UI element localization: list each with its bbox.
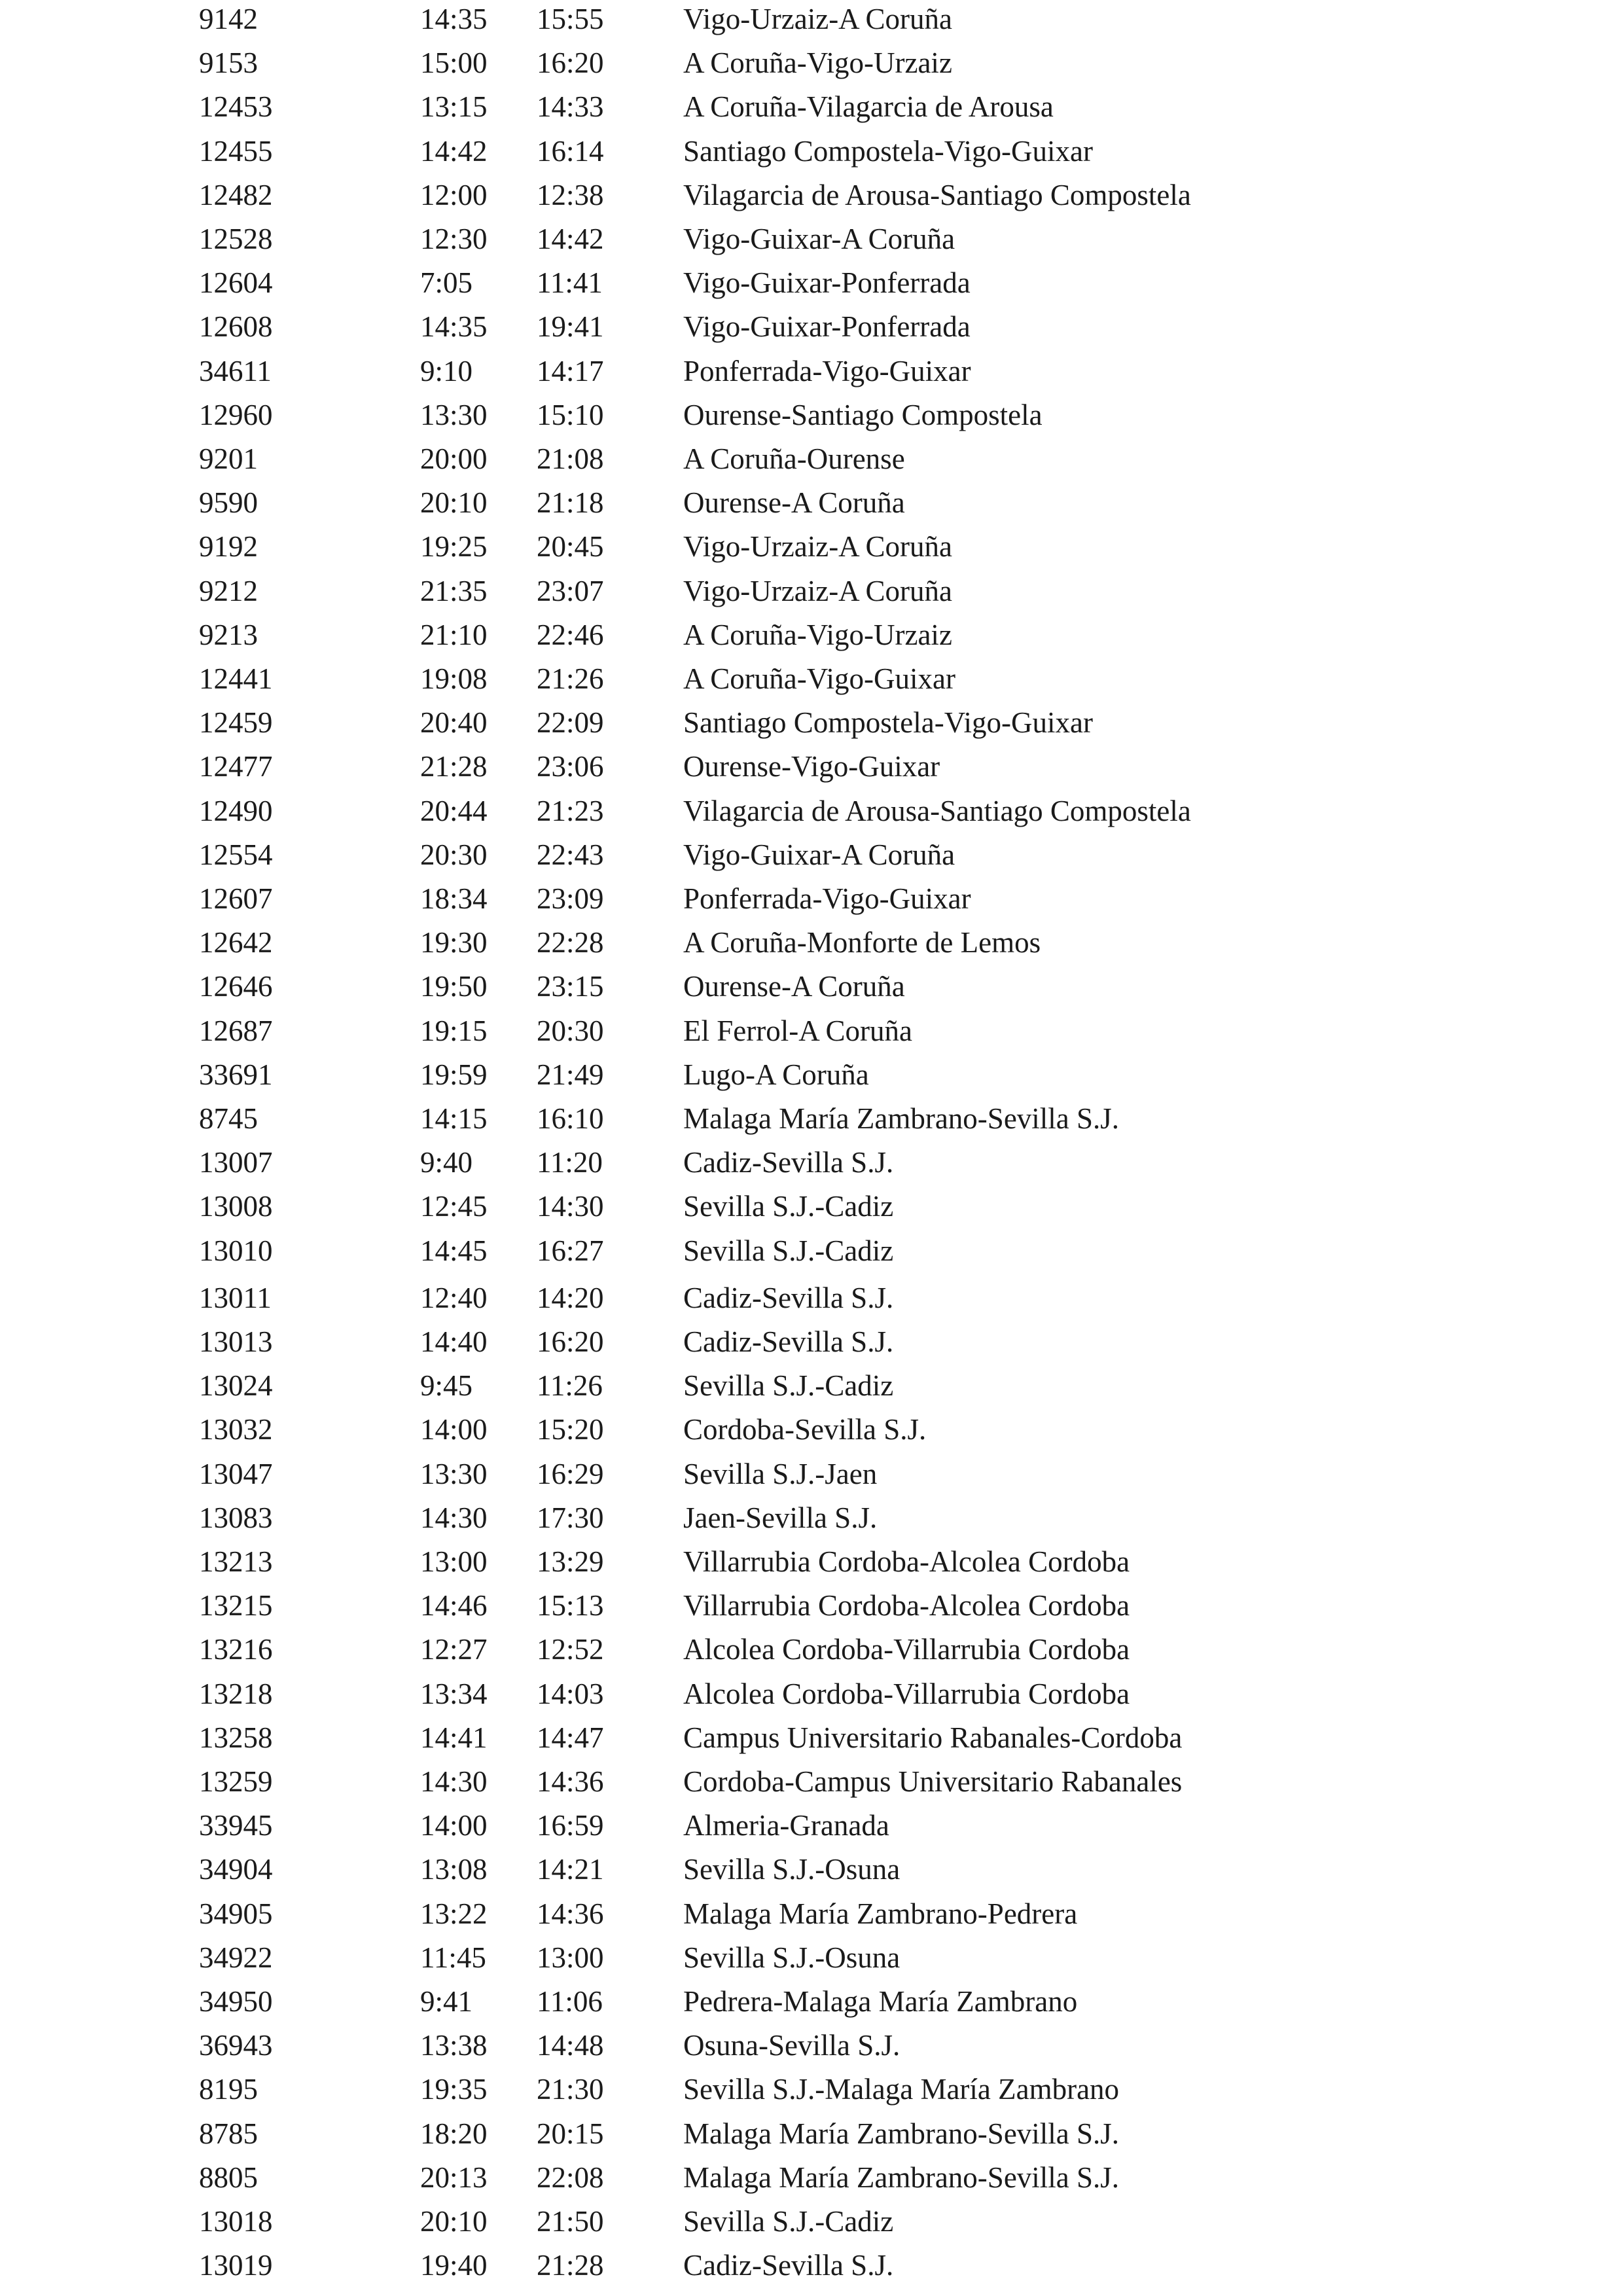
train-number-cell: 12554 [199,838,273,871]
train-number-cell: 33691 [199,1058,273,1091]
table-row [0,1011,1623,1050]
arrival-time-cell: 21:18 [537,486,604,520]
table-row [0,835,1623,874]
arrival-time-cell: 21:30 [537,2073,604,2106]
arrival-time-cell: 14:17 [537,354,604,387]
arrival-time-cell: 13:00 [537,1941,604,1974]
train-number-cell: 13008 [199,1190,273,1223]
departure-time-cell: 14:46 [420,1589,488,1623]
arrival-time-cell: 16:20 [537,46,604,80]
route-cell: Vigo-Guixar-Ponferrada [683,310,971,344]
departure-time-cell: 19:35 [420,2073,488,2106]
table-row [0,791,1623,831]
route-cell: Malaga María Zambrano-Sevilla S.J. [683,1102,1120,1135]
route-cell: Ponferrada-Vigo-Guixar [683,882,971,915]
train-number-cell: 12604 [199,266,273,300]
table-row [0,1099,1623,1138]
train-number-cell: 13032 [199,1413,273,1446]
arrival-time-cell: 11:06 [537,1985,603,2018]
train-number-cell: 34905 [199,1897,273,1930]
arrival-time-cell: 22:08 [537,2161,604,2194]
train-number-cell: 9590 [199,486,258,520]
arrival-time-cell: 22:28 [537,926,604,960]
arrival-time-cell: 22:43 [537,838,604,871]
departure-time-cell: 21:28 [420,750,488,783]
route-cell: A Coruña-Vigo-Urzaiz [683,46,952,80]
table-row [0,1410,1623,1449]
table-row [0,1586,1623,1625]
route-cell: Cadiz-Sevilla S.J. [683,1325,894,1358]
departure-time-cell: 12:30 [420,223,488,255]
arrival-time-cell: 16:29 [537,1457,604,1490]
train-number-cell: 13083 [199,1501,273,1534]
train-number-cell: 13024 [199,1369,273,1403]
train-number-cell: 13216 [199,1633,273,1666]
train-number-cell: 12642 [199,926,273,960]
route-cell: Alcolea Cordoba-Villarrubia Cordoba [683,1677,1130,1710]
arrival-time-cell: 23:06 [537,750,604,783]
route-cell: Jaen-Sevilla S.J. [683,1501,878,1534]
arrival-time-cell: 14:30 [537,1190,604,1223]
route-cell: Cadiz-Sevilla S.J. [683,1281,894,1314]
departure-time-cell: 9:40 [420,1146,473,1179]
train-number-cell: 13011 [199,1281,272,1314]
table-row [0,439,1623,478]
route-cell: Almeria-Granada [683,1809,889,1842]
table-row [0,87,1623,126]
train-number-cell: 12455 [199,134,273,168]
arrival-time-cell: 22:46 [537,618,604,651]
departure-time-cell: 20:44 [420,794,488,827]
table-row [0,2114,1623,2153]
departure-time-cell: 20:00 [420,442,488,475]
arrival-time-cell: 11:26 [537,1369,603,1403]
route-cell: A Coruña-Vilagarcia de Arousa [683,90,1054,124]
arrival-time-cell: 21:26 [537,662,604,695]
arrival-time-cell: 20:45 [537,530,604,564]
train-number-cell: 34950 [199,1985,273,2018]
arrival-time-cell: 14:21 [537,1853,604,1886]
arrival-time-cell: 21:08 [537,442,604,475]
train-number-cell: 12459 [199,706,273,740]
departure-time-cell: 20:13 [420,2161,488,2194]
departure-time-cell: 14:30 [420,1765,488,1798]
train-number-cell: 9153 [199,46,258,80]
departure-time-cell: 19:50 [420,970,488,1003]
table-row [0,351,1623,391]
table-row [0,967,1623,1006]
train-number-cell: 13019 [199,2249,273,2282]
departure-time-cell: 12:27 [420,1633,488,1666]
departure-time-cell: 12:40 [420,1281,488,1314]
route-cell: Santiago Compostela-Vigo-Guixar [683,134,1093,168]
train-number-cell: 12490 [199,794,273,827]
table-row [0,263,1623,302]
route-cell: Vilagarcia de Arousa-Santiago Compostela [683,178,1191,211]
departure-time-cell: 15:00 [420,46,488,80]
table-row [0,2026,1623,2065]
table-row [0,2070,1623,2109]
train-number-cell: 12482 [199,178,273,211]
departure-time-cell: 14:40 [420,1325,488,1358]
train-number-cell: 34904 [199,1853,273,1886]
train-number-cell: 9142 [199,3,258,35]
table-row [0,923,1623,962]
table-row [0,2202,1623,2241]
table-row [0,1231,1623,1270]
route-cell: Vigo-Urzaiz-A Coruña [683,3,952,35]
train-number-cell: 33945 [199,1809,273,1842]
departure-time-cell: 14:00 [420,1413,488,1446]
train-number-cell: 13259 [199,1765,273,1798]
departure-time-cell: 12:45 [420,1190,488,1223]
route-cell: Sevilla S.J.-Cadiz [683,2205,894,2238]
train-number-cell: 8195 [199,2073,258,2106]
table-row [0,2158,1623,2197]
train-number-cell: 12646 [199,970,273,1003]
departure-time-cell: 13:30 [420,1457,488,1490]
arrival-time-cell: 21:28 [537,2249,604,2282]
departure-time-cell: 14:41 [420,1721,488,1754]
departure-time-cell: 13:08 [420,1853,488,1886]
departure-time-cell: 20:10 [420,2205,488,2238]
arrival-time-cell: 12:38 [537,178,604,211]
route-cell: El Ferrol-A Coruña [683,1014,912,1047]
arrival-time-cell: 21:49 [537,1058,604,1091]
route-cell: Ourense-A Coruña [683,486,905,520]
route-cell: A Coruña-Vigo-Guixar [683,662,955,695]
table-row [0,1806,1623,1845]
route-cell: Villarrubia Cordoba-Alcolea Cordoba [683,1589,1130,1623]
train-number-cell: 13047 [199,1457,273,1490]
table-row [0,175,1623,215]
arrival-time-cell: 23:15 [537,970,604,1003]
table-row [0,2246,1623,2285]
table-row [0,1055,1623,1094]
table-row [0,132,1623,171]
train-number-cell: 12607 [199,882,273,915]
departure-time-cell: 19:08 [420,662,488,695]
table-row [0,1498,1623,1537]
departure-time-cell: 18:20 [420,2117,488,2150]
departure-time-cell: 19:25 [420,530,488,564]
departure-time-cell: 13:34 [420,1677,488,1710]
table-row [0,571,1623,611]
arrival-time-cell: 13:29 [537,1545,604,1578]
departure-time-cell: 13:15 [420,90,488,124]
train-number-cell: 34922 [199,1941,273,1974]
train-number-cell: 36943 [199,2029,273,2062]
departure-time-cell: 14:42 [420,134,488,168]
route-cell: Malaga María Zambrano-Pedrera [683,1897,1078,1930]
route-cell: Vigo-Urzaiz-A Coruña [683,574,952,607]
table-row [0,1322,1623,1361]
arrival-time-cell: 15:13 [537,1589,604,1623]
table-row [0,1542,1623,1581]
arrival-time-cell: 22:09 [537,706,604,740]
train-number-cell: 12477 [199,750,273,783]
arrival-time-cell: 23:09 [537,882,604,915]
route-cell: Cadiz-Sevilla S.J. [683,2249,894,2282]
route-cell: Villarrubia Cordoba-Alcolea Cordoba [683,1545,1130,1578]
departure-time-cell: 19:59 [420,1058,488,1091]
table-row [0,1187,1623,1226]
route-cell: Sevilla S.J.-Osuna [683,1853,901,1886]
arrival-time-cell: 19:41 [537,310,604,344]
arrival-time-cell: 20:15 [537,2117,604,2150]
table-row [0,43,1623,82]
table-row [0,1762,1623,1801]
train-number-cell: 9212 [199,574,258,607]
arrival-time-cell: 15:10 [537,398,604,431]
train-number-cell: 12687 [199,1014,273,1047]
arrival-time-cell: 14:03 [537,1677,604,1710]
table-row [0,1850,1623,1889]
route-cell: Santiago Compostela-Vigo-Guixar [683,706,1093,740]
train-number-cell: 9192 [199,530,258,564]
route-cell: Pedrera-Malaga María Zambrano [683,1985,1078,2018]
route-cell: A Coruña-Monforte de Lemos [683,926,1041,960]
route-cell: Vilagarcia de Arousa-Santiago Compostela [683,794,1191,827]
departure-time-cell: 19:40 [420,2249,488,2282]
arrival-time-cell: 16:20 [537,1325,604,1358]
arrival-time-cell: 15:20 [537,1413,604,1446]
route-cell: Vigo-Guixar-Ponferrada [683,266,971,300]
train-number-cell: 13010 [199,1234,273,1267]
table-row [0,1630,1623,1669]
route-cell: Cordoba-Sevilla S.J. [683,1413,927,1446]
route-cell: Osuna-Sevilla S.J. [683,2029,901,2062]
train-number-cell: 13213 [199,1545,273,1578]
route-cell: Sevilla S.J.-Cadiz [683,1234,894,1267]
train-number-cell: 9201 [199,442,258,475]
table-row [0,1718,1623,1757]
arrival-time-cell: 21:23 [537,794,604,827]
arrival-time-cell: 14:42 [537,223,604,255]
departure-time-cell: 19:15 [420,1014,488,1047]
arrival-time-cell: 21:50 [537,2205,604,2238]
route-cell: Ourense-Vigo-Guixar [683,750,940,783]
arrival-time-cell: 14:48 [537,2029,604,2062]
train-number-cell: 8805 [199,2161,258,2194]
table-row [0,1454,1623,1494]
train-number-cell: 13007 [199,1146,273,1179]
departure-time-cell: 12:00 [420,178,488,211]
departure-time-cell: 9:10 [420,354,473,387]
departure-time-cell: 7:05 [420,266,473,300]
departure-time-cell: 20:10 [420,486,488,520]
table-row [0,483,1623,522]
table-row [0,1278,1623,1318]
departure-time-cell: 20:40 [420,706,488,740]
departure-time-cell: 14:15 [420,1102,488,1135]
table-row [0,1894,1623,1933]
table-row [0,747,1623,786]
table-row [0,395,1623,435]
departure-time-cell: 14:00 [420,1809,488,1842]
departure-time-cell: 20:30 [420,838,488,871]
table-row [0,1674,1623,1713]
arrival-time-cell: 11:20 [537,1146,603,1179]
train-number-cell: 13215 [199,1589,273,1623]
route-cell: Lugo-A Coruña [683,1058,869,1091]
table-row [0,0,1623,39]
arrival-time-cell: 14:20 [537,1281,604,1314]
train-number-cell: 8745 [199,1102,258,1135]
route-cell: Cordoba-Campus Universitario Rabanales [683,1765,1183,1798]
route-cell: Malaga María Zambrano-Sevilla S.J. [683,2161,1120,2194]
departure-time-cell: 19:30 [420,926,488,960]
train-number-cell: 8785 [199,2117,258,2150]
arrival-time-cell: 23:07 [537,574,604,607]
table-row [0,879,1623,918]
train-number-cell: 12960 [199,398,273,431]
arrival-time-cell: 14:47 [537,1721,604,1754]
train-number-cell: 9213 [199,618,258,651]
departure-time-cell: 13:22 [420,1897,488,1930]
arrival-time-cell: 14:33 [537,90,604,124]
table-row [0,1366,1623,1405]
departure-time-cell: 14:35 [420,3,488,35]
train-number-cell: 13013 [199,1325,273,1358]
departure-time-cell: 13:38 [420,2029,488,2062]
route-cell: Malaga María Zambrano-Sevilla S.J. [683,2117,1120,2150]
departure-time-cell: 13:30 [420,398,488,431]
table-row [0,527,1623,566]
arrival-time-cell: 16:14 [537,134,604,168]
train-number-cell: 13218 [199,1677,273,1710]
route-cell: Cadiz-Sevilla S.J. [683,1146,894,1179]
route-cell: Vigo-Guixar-A Coruña [683,223,955,255]
route-cell: Ourense-A Coruña [683,970,905,1003]
table-row [0,1143,1623,1182]
route-cell: Vigo-Guixar-A Coruña [683,838,955,871]
arrival-time-cell: 15:55 [537,3,604,35]
arrival-time-cell: 16:27 [537,1234,604,1267]
route-cell: Vigo-Urzaiz-A Coruña [683,530,952,564]
arrival-time-cell: 16:10 [537,1102,604,1135]
route-cell: Sevilla S.J.-Cadiz [683,1190,894,1223]
departure-time-cell: 9:41 [420,1985,473,2018]
departure-time-cell: 14:35 [420,310,488,344]
route-cell: Alcolea Cordoba-Villarrubia Cordoba [683,1633,1130,1666]
train-number-cell: 12441 [199,662,273,695]
train-number-cell: 13018 [199,2205,273,2238]
route-cell: Sevilla S.J.-Jaen [683,1457,878,1490]
departure-time-cell: 14:30 [420,1501,488,1534]
table-row [0,1938,1623,1977]
train-number-cell: 12453 [199,90,273,124]
departure-time-cell: 21:35 [420,574,488,607]
route-cell: Ponferrada-Vigo-Guixar [683,354,971,387]
route-cell: Sevilla S.J.-Cadiz [683,1369,894,1403]
departure-time-cell: 21:10 [420,618,488,651]
route-cell: A Coruña-Vigo-Urzaiz [683,618,952,651]
arrival-time-cell: 14:36 [537,1897,604,1930]
table-row [0,307,1623,346]
route-cell: A Coruña-Ourense [683,442,905,475]
table-row [0,219,1623,259]
table-row [0,659,1623,698]
departure-time-cell: 14:45 [420,1234,488,1267]
arrival-time-cell: 16:59 [537,1809,604,1842]
arrival-time-cell: 11:41 [537,266,603,300]
route-cell: Campus Universitario Rabanales-Cordoba [683,1721,1183,1754]
arrival-time-cell: 12:52 [537,1633,604,1666]
table-row [0,703,1623,742]
route-cell: Sevilla S.J.-Osuna [683,1941,901,1974]
table-row [0,1982,1623,2021]
arrival-time-cell: 17:30 [537,1501,604,1534]
departure-time-cell: 9:45 [420,1369,473,1403]
route-cell: Ourense-Santiago Compostela [683,398,1043,431]
route-cell: Sevilla S.J.-Malaga María Zambrano [683,2073,1120,2106]
departure-time-cell: 13:00 [420,1545,488,1578]
train-number-cell: 12608 [199,310,273,344]
table-row [0,615,1623,655]
train-number-cell: 34611 [199,354,272,387]
arrival-time-cell: 20:30 [537,1014,604,1047]
train-number-cell: 12528 [199,223,273,255]
departure-time-cell: 18:34 [420,882,488,915]
arrival-time-cell: 14:36 [537,1765,604,1798]
departure-time-cell: 11:45 [420,1941,486,1974]
train-number-cell: 13258 [199,1721,273,1754]
